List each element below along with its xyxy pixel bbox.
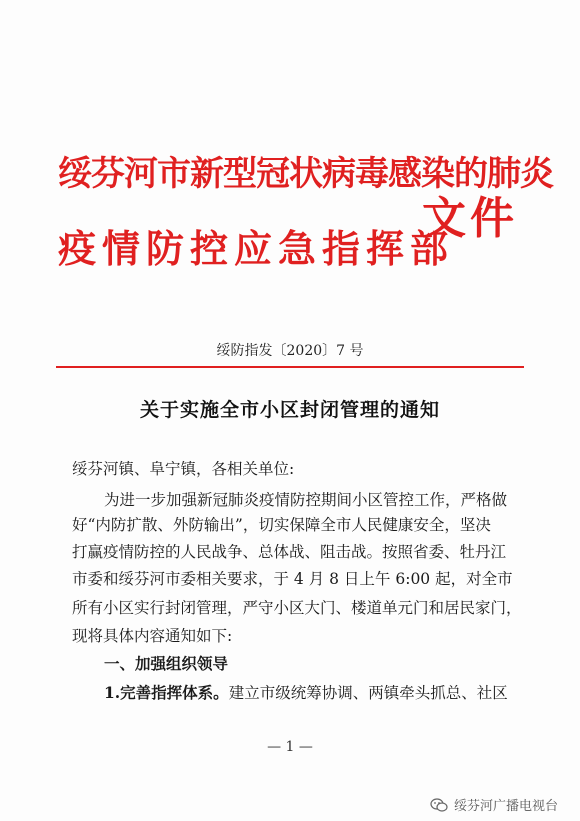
header-doc-word: 文件 (422, 193, 518, 244)
section-heading: 一、加强组织领导 (104, 654, 229, 673)
item-1-text: 建立市级统筹协调、两镇牵头抓总、社区 (228, 684, 508, 702)
item-1-heading: 1.完善指挥体系。 (104, 683, 229, 702)
page-number: — 1 — (267, 739, 313, 755)
body-line: 现将具体内容通知如下: (72, 627, 233, 645)
document-number: 绥防指发〔2020〕7 号 (216, 343, 364, 359)
header-line-1: 绥芬河市新型冠状病毒感染的肺炎 (58, 154, 553, 194)
body-line: 好“内防扩散、外防输出”，切实保障全市人民健康安全，坚决 (72, 516, 491, 534)
red-divider (56, 366, 524, 368)
watermark (430, 795, 558, 814)
wechat-icon (430, 798, 448, 812)
item-1 (104, 681, 508, 703)
watermark-text: 绥芬河广播电视台 (453, 799, 558, 814)
body-line: 市委和绥芬河市委相关要求，于 4 月 8 日上午 6:00 起，对全市 (72, 570, 513, 588)
addressee: 绥芬河镇、阜宁镇，各相关单位: (72, 460, 295, 478)
body-line: 所有小区实行封闭管理，严守小区大门、楼道单元门和居民家门， (72, 599, 522, 617)
notice-title: 关于实施全市小区封闭管理的通知 (139, 399, 440, 421)
body-line: 打赢疫情防控的人民战争、总体战、阻击战。按照省委、牡丹江 (72, 543, 507, 561)
body-line: 为进一步加强新冠肺炎疫情防控期间小区管控工作，严格做 (104, 491, 508, 509)
header-line-2: 疫情防控应急指挥部 (58, 226, 455, 271)
